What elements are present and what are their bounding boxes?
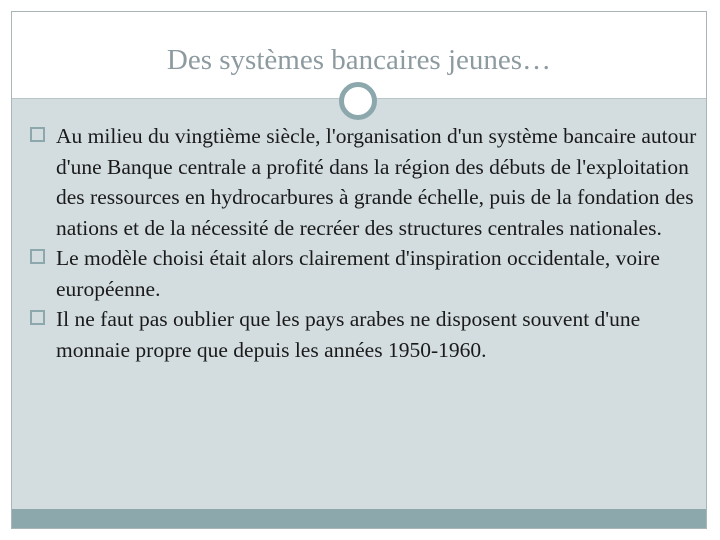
bullet-text: Le modèle choisi était alors clairement d'inspiration occidentale, voire européenne. bbox=[56, 246, 660, 301]
footer-bar bbox=[12, 509, 706, 528]
divider-ring-icon bbox=[339, 82, 377, 120]
square-bullet-icon bbox=[30, 310, 45, 325]
bullet-item bbox=[30, 121, 698, 243]
slide bbox=[11, 11, 707, 529]
bullet-text: Au milieu du vingtième siècle, l'organisation d'un système bancaire autour d'une Banque centrale a profité dans la région des débuts de l'exploitation des ressources en hydrocarbures à grande échelle, puis de la fondation des nations et de la nécessité de recréer des structures centrales nationales. bbox=[56, 124, 697, 240]
square-bullet-icon bbox=[30, 249, 45, 264]
slide-title: Des systèmes bancaires jeunes… bbox=[166, 44, 552, 76]
bullet-item bbox=[30, 304, 698, 365]
square-bullet-icon bbox=[30, 127, 45, 142]
bullet-text: Il ne faut pas oublier que les pays arabes ne disposent souvent d'une monnaie propre que depuis les années 1950-1960. bbox=[56, 307, 641, 362]
bullet-list bbox=[30, 121, 698, 365]
bullet-item bbox=[30, 243, 698, 304]
